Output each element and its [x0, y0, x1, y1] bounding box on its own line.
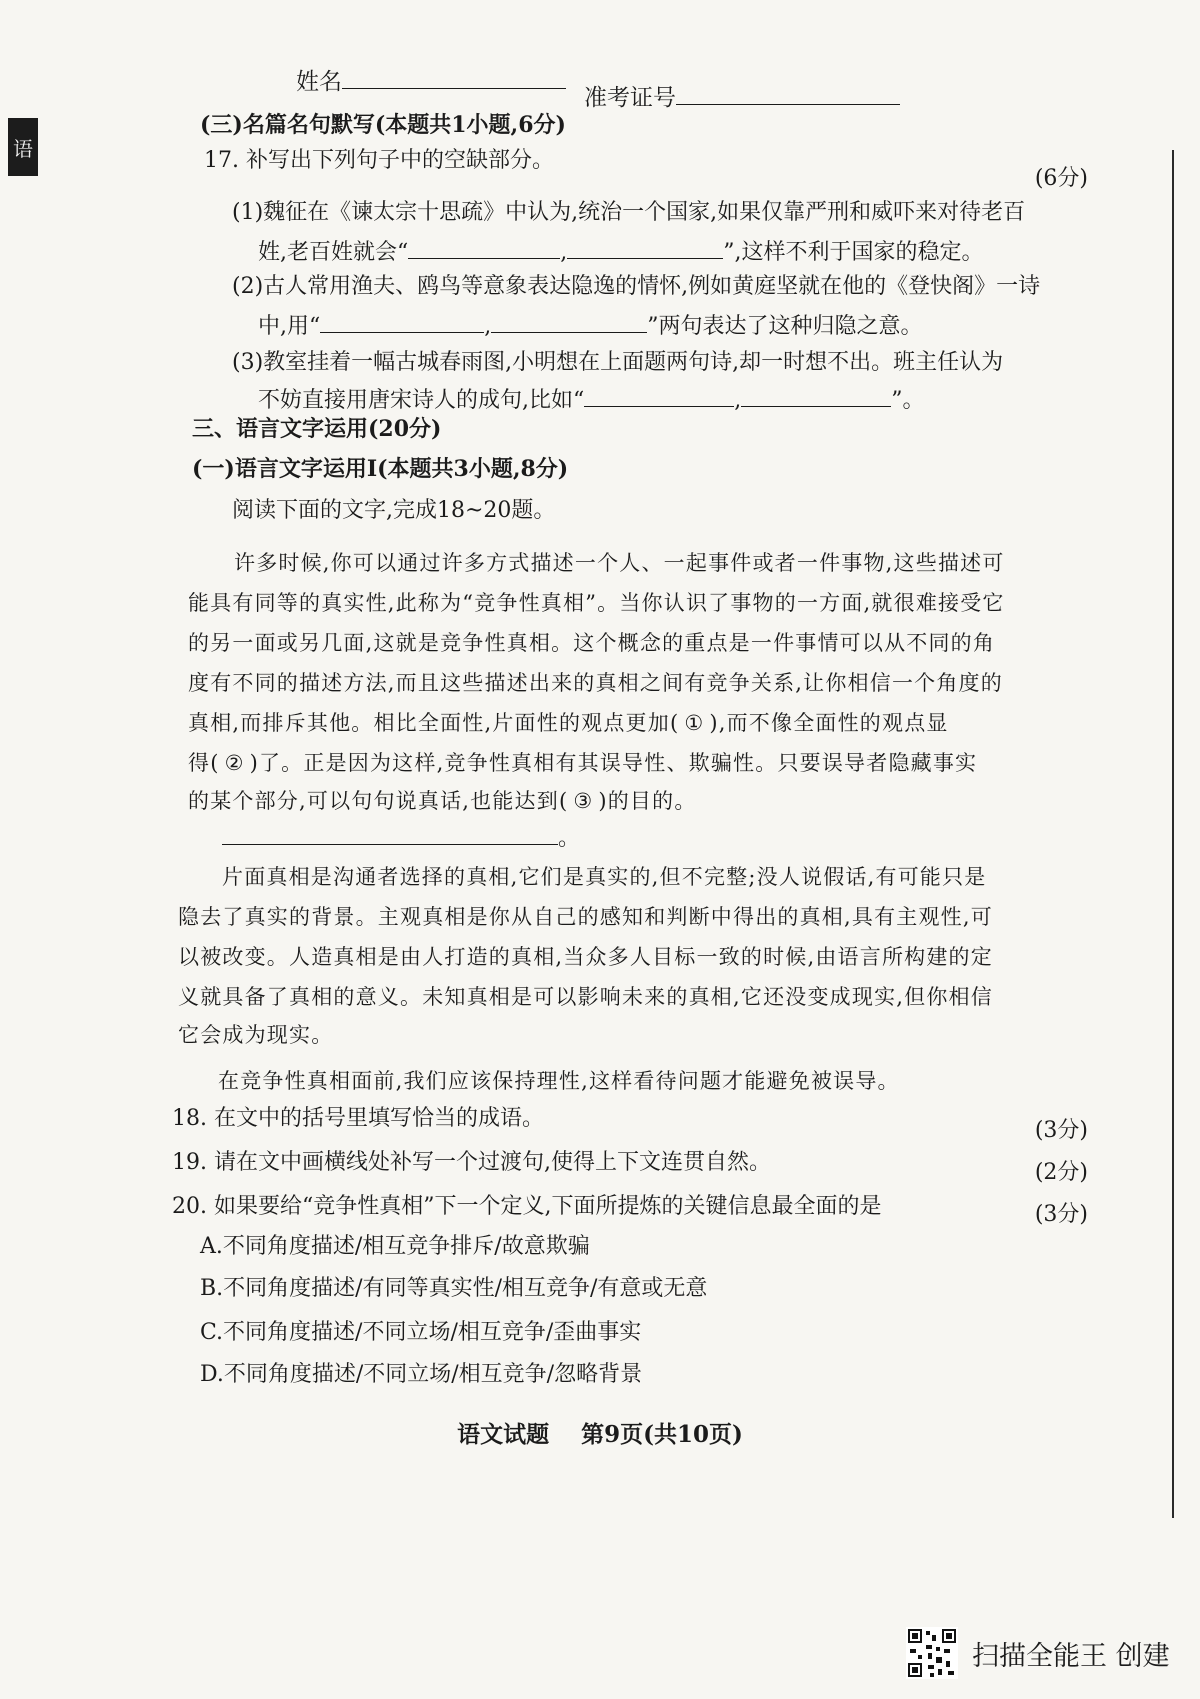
- q17-p2-line2: 中,用“ , ”两句表达了这种归隐之意。: [258, 310, 923, 342]
- para1-line5: 真相,而排斥其他。相比全面性,片面性的观点更加( ① ),而不像全面性的观点显: [188, 708, 949, 738]
- para1-line7: 的某个部分,可以句句说真话,也能达到( ③ )的目的。: [188, 786, 697, 816]
- transition-sentence-line[interactable]: 。: [222, 822, 580, 854]
- q17-blank-1[interactable]: [408, 236, 560, 259]
- q20-option-a[interactable]: A.不同角度描述/相互竞争排斥/故意欺骗: [200, 1234, 590, 1259]
- reading-instruction: 阅读下面的文字,完成18~20题。: [232, 498, 556, 523]
- exam-id-label: 准考证号: [584, 85, 676, 111]
- q17-p1-line2: 姓,老百姓就会“ , ”,这样不利于国家的稳定。: [258, 236, 984, 268]
- subsection-title-language-use-1: (一)语言文字运用I(本题共3小题,8分): [192, 456, 569, 482]
- para1-line6: 得( ② )了。正是因为这样,竞争性真相有其误导性、欺骗性。只要误导者隐藏事实: [188, 748, 977, 778]
- para1-line1: 许多时候,你可以通过许多方式描述一个人、一起事件或者一件事物,这些描述可: [234, 551, 1005, 575]
- para2-line3: 以被改变。人造真相是由人打造的真相,当众多人目标一致的时候,由语言所构建的定: [178, 945, 993, 969]
- q17-p2-line1: (2)古人常用渔夫、鸥鸟等意象表达隐逸的情怀,例如黄庭坚就在他的《登快阁》一诗: [232, 274, 1041, 299]
- name-blank[interactable]: [342, 66, 566, 89]
- q18-stem: 18. 在文中的括号里填写恰当的成语。: [172, 1106, 544, 1131]
- q17-stem: 17. 补写出下列句子中的空缺部分。: [204, 148, 554, 173]
- para2-line5: 它会成为现实。: [178, 1023, 334, 1047]
- q17-score: (6分): [1034, 166, 1088, 191]
- para3: 在竞争性真相面前,我们应该保持理性,这样看待问题才能避免被误导。: [218, 1069, 900, 1093]
- name-field[interactable]: [296, 66, 566, 97]
- q17-blank-5[interactable]: [584, 384, 734, 407]
- transition-blank[interactable]: [222, 822, 558, 845]
- q17-blank-4[interactable]: [491, 310, 647, 333]
- exam-id-blank[interactable]: [676, 82, 900, 105]
- para2-line1: 片面真相是沟通者选择的真相,它们是真实的,但不完整;没人说假话,有可能只是: [222, 865, 987, 889]
- q18-score: (3分): [1034, 1118, 1088, 1143]
- scanner-brand: 扫描全能王 创建: [972, 1641, 1170, 1672]
- q19-stem: 19. 请在文中画横线处补写一个过渡句,使得上下文连贯自然。: [172, 1150, 771, 1175]
- q20-option-b[interactable]: B.不同角度描述/有同等真实性/相互竞争/有意或无意: [200, 1276, 708, 1301]
- para1-line4: 度有不同的描述方法,而且这些描述出来的真相之间有竞争关系,让你相信一个角度的: [188, 671, 1003, 695]
- right-margin-rule: [1172, 150, 1174, 1518]
- part-title-language-use: 三、语言文字运用(20分): [192, 416, 442, 442]
- page-footer: 语文试题 第9页(共10页): [457, 1421, 743, 1448]
- q17-p3-line1: (3)教室挂着一幅古城春雨图,小明想在上面题两句诗,却一时想不出。班主任认为: [232, 350, 1004, 375]
- q20-score: (3分): [1034, 1202, 1088, 1227]
- q20-option-d[interactable]: D.不同角度描述/不同立场/相互竞争/忽略背景: [200, 1362, 643, 1387]
- q17-blank-3[interactable]: [320, 310, 484, 333]
- name-label: 姓名: [296, 69, 342, 95]
- q20-option-c[interactable]: C.不同角度描述/不同立场/相互竞争/歪曲事实: [200, 1320, 642, 1345]
- para2-line4: 义就具备了真相的意义。未知真相是可以影响未来的真相,它还没变成现实,但你相信: [178, 985, 993, 1009]
- q17-p1-line1: (1)魏征在《谏太宗十思疏》中认为,统治一个国家,如果仅靠严刑和威吓来对待老百: [232, 200, 1026, 225]
- blank-marker-2[interactable]: ②: [224, 751, 245, 775]
- blank-marker-1[interactable]: ①: [684, 711, 705, 735]
- q17-blank-2[interactable]: [567, 236, 723, 259]
- exam-id-field[interactable]: [584, 82, 900, 113]
- para2-line2: 隐去了真实的背景。主观真相是你从自己的感知和判断中得出的真相,具有主观性,可: [178, 905, 993, 929]
- qr-code-icon: [906, 1627, 958, 1679]
- section-title-famous-lines: (三)名篇名句默写(本题共1小题,6分): [200, 112, 566, 138]
- blank-marker-3[interactable]: ③: [573, 789, 594, 813]
- q19-score: (2分): [1034, 1160, 1088, 1185]
- subject-tab: 语: [8, 118, 38, 176]
- para1-line3: 的另一面或另几面,这就是竞争性真相。这个概念的重点是一件事情可以从不同的角: [188, 631, 996, 655]
- q17-p3-line2: 不妨直接用唐宋诗人的成句,比如“ , ”。: [258, 384, 925, 416]
- q17-blank-6[interactable]: [741, 384, 891, 407]
- para1-line2: 能具有同等的真实性,此称为“竞争性真相”。当你认识了事物的一方面,就很难接受它: [188, 591, 1005, 615]
- q20-stem: 20. 如果要给“竞争性真相”下一个定义,下面所提炼的关键信息最全面的是: [172, 1194, 882, 1219]
